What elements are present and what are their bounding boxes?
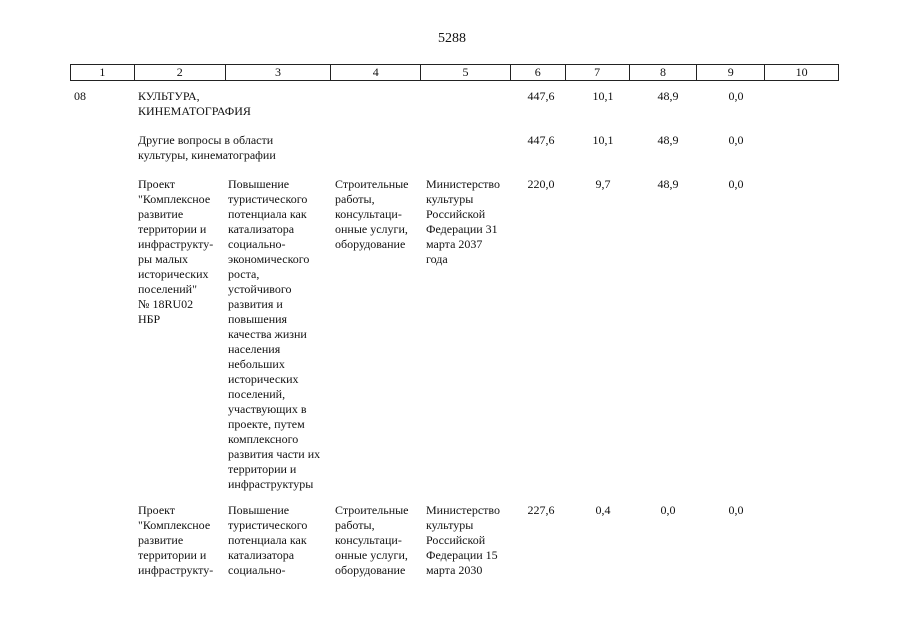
table-header-row (70, 64, 839, 81)
value-col-6: 447,6 (527, 133, 555, 147)
header-col-10: 10 (795, 65, 808, 79)
header-col-8: 8 (630, 65, 698, 80)
row-code: 08 (74, 89, 86, 103)
value-col-8: 48,9 (657, 89, 679, 103)
header-col-9: 9 (697, 65, 765, 80)
value-col-9: 0,0 (728, 89, 744, 103)
value-col-8: 48,9 (657, 177, 679, 191)
row-title: КУЛЬТУРА, КИНЕМАТОГРАФИЯ (138, 89, 251, 118)
value-col-9: 0,0 (728, 503, 744, 517)
value-col-8: 48,9 (657, 133, 679, 147)
page-number: 5288 (438, 31, 466, 46)
project-goal: Повышение туристического потенциала как катализатора социально- экономического роста, устойчивого развития и повышения качества жизни населения небольших исторических поселений, участвующих в проекте, путем комплексного развития части их территории и инфраструктуры (228, 177, 321, 491)
value-col-7: 10,1 (592, 89, 614, 103)
header-col-1: 1 (71, 65, 135, 80)
header-col-5: 5 (421, 65, 511, 80)
header-col-7: 7 (566, 65, 630, 80)
project-components: Строительные работы, консультаци- онные услуги, оборудование (335, 177, 409, 251)
project-executor: Министерство культуры Российской Федерации 31 марта 2037 года (426, 177, 500, 266)
value-col-6: 220,0 (527, 177, 555, 191)
value-col-7: 10,1 (592, 133, 614, 147)
value-col-9: 0,0 (728, 133, 744, 147)
header-col-6: 6 (511, 65, 566, 80)
project-name: Проект "Комплексное развитие территории и инфраструкту- ры малых исторических поселений" № 18RU02 НБР (138, 177, 214, 326)
project-components: Строительные работы, консультаци- онные услуги, оборудование (335, 503, 409, 577)
header-col-3: 3 (226, 65, 332, 80)
header-col-2: 2 (135, 65, 226, 80)
value-col-6: 447,6 (527, 89, 555, 103)
value-col-7: 0,4 (595, 503, 611, 517)
value-col-9: 0,0 (728, 177, 744, 191)
value-col-8: 0,0 (660, 503, 676, 517)
header-col-4: 4 (331, 65, 421, 80)
row-title: Другие вопросы в области культуры, кинематографии (138, 133, 276, 162)
project-executor: Министерство культуры Российской Федерации 15 марта 2030 (426, 503, 500, 577)
project-name: Проект "Комплексное развитие территории и инфраструкту- (138, 503, 214, 577)
value-col-6: 227,6 (527, 503, 555, 517)
value-col-7: 9,7 (595, 177, 611, 191)
project-goal: Повышение туристического потенциала как катализатора социально- (228, 503, 308, 577)
